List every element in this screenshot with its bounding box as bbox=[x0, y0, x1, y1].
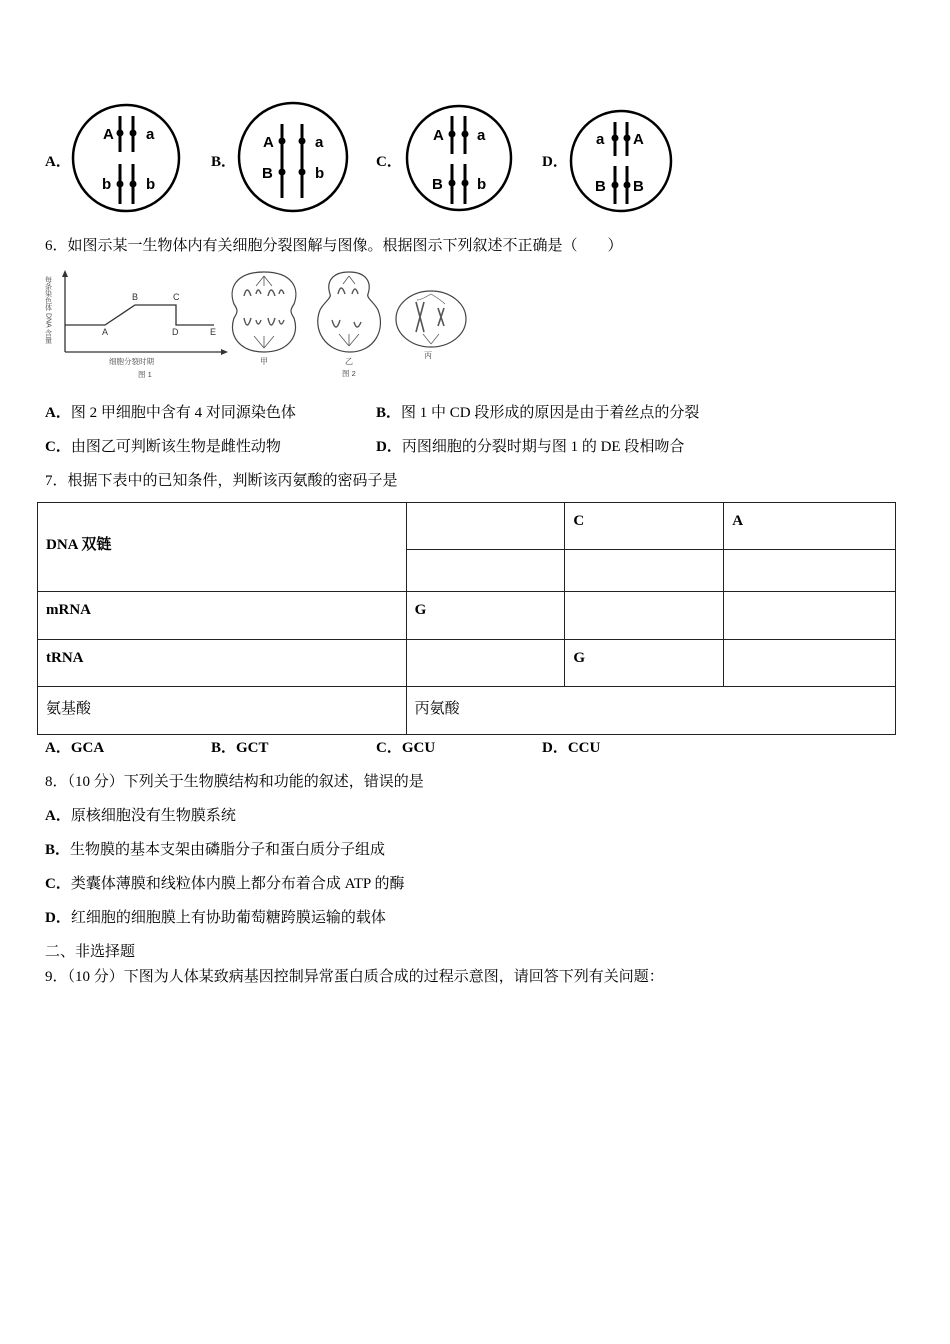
q6-option-d[interactable]: D．丙图细胞的分裂时期与图 1 的 DE 段相吻合 bbox=[376, 439, 685, 455]
q5-option-d-letter[interactable]: D． bbox=[542, 154, 568, 170]
q6-fig2-cell-jia-label: 甲 bbox=[260, 357, 268, 366]
q8-score: （10 分） bbox=[67, 774, 124, 790]
q5d-bottom-right: B bbox=[633, 178, 644, 195]
q5b-bottom-left: B bbox=[262, 165, 273, 182]
q6-figure1-graph bbox=[42, 268, 232, 380]
q5-option-a-diagram bbox=[70, 102, 182, 214]
trna-cell-2: G bbox=[565, 640, 724, 687]
q5c-top-left: A bbox=[433, 127, 444, 144]
q9-stem: 9．（10 分）下图为人体某致病基因控制异常蛋白质合成的过程示意图，请回答下列有关问题： bbox=[45, 969, 664, 985]
amino-acid-cell: 丙氨酸 bbox=[406, 687, 895, 735]
q5-option-b-letter[interactable]: B． bbox=[211, 154, 237, 170]
q5a-bottom-right: b bbox=[146, 176, 156, 193]
q8-option-d[interactable]: D．红细胞的细胞膜上有协助葡萄糖跨膜运输的载体 bbox=[45, 910, 386, 926]
q6-option-c[interactable]: C．由图乙可判断该生物是雌性动物 bbox=[45, 439, 281, 455]
q5b-bottom-right: b bbox=[315, 165, 325, 182]
dna-strand1-cell-3: A bbox=[724, 503, 896, 550]
q7-option-c[interactable]: C．GCU bbox=[376, 740, 436, 756]
q6-fig2-cell-bing-label: 丙 bbox=[424, 351, 432, 360]
svg-text:C: C bbox=[173, 292, 180, 302]
q5-option-c-letter[interactable]: C． bbox=[376, 154, 402, 170]
q6-fig1-xlabel: 细胞分裂时期 bbox=[109, 357, 154, 366]
q9-score: （10 分） bbox=[67, 969, 124, 985]
q5a-bottom-left: b bbox=[102, 176, 112, 193]
q6-fig2-cell-yi-label: 乙 bbox=[345, 357, 353, 366]
q7-option-d[interactable]: D．CCU bbox=[542, 740, 601, 756]
svg-text:B: B bbox=[132, 292, 139, 302]
mrna-cell-2 bbox=[565, 592, 724, 640]
q8-option-a[interactable]: A．原核细胞没有生物膜系统 bbox=[45, 808, 236, 824]
dna-strand2-cell-2 bbox=[565, 550, 724, 592]
q7-option-a[interactable]: A．GCA bbox=[45, 740, 105, 756]
q5d-top-left: a bbox=[596, 131, 605, 148]
section-heading: 二、非选择题 bbox=[45, 944, 136, 960]
q5a-top-right: a bbox=[146, 126, 155, 143]
q5-option-c-diagram bbox=[404, 102, 514, 214]
q5-option-a-letter[interactable]: A． bbox=[45, 154, 71, 170]
row-label-amino-acid: 氨基酸 bbox=[38, 687, 407, 735]
q5b-top-right: a bbox=[315, 134, 324, 151]
q5c-bottom-right: b bbox=[477, 176, 487, 193]
q6-option-a[interactable]: A．图 2 甲细胞中含有 4 对同源染色体 bbox=[45, 405, 296, 421]
row-label-mrna: mRNA bbox=[38, 592, 407, 640]
q5-option-b-diagram bbox=[237, 99, 349, 215]
q8-option-b[interactable]: B．生物膜的基本支架由磷脂分子和蛋白质分子组成 bbox=[45, 842, 386, 858]
row-label-dna: DNA 双链 bbox=[38, 503, 407, 592]
q6-stem-text: 如图示某一生物体内有关细胞分裂图解与图像。根据图示下列叙述不正确是（ ） bbox=[67, 238, 623, 254]
q7-option-b[interactable]: B．GCT bbox=[211, 740, 269, 756]
mrna-cell-1: G bbox=[406, 592, 565, 640]
dna-strand2-cell-1 bbox=[406, 550, 565, 592]
q5a-top-left: A bbox=[103, 126, 114, 143]
q6-fig1-caption: 图 1 bbox=[138, 370, 152, 379]
svg-text:E: E bbox=[210, 327, 217, 337]
q6-number: 6． bbox=[45, 238, 68, 254]
q5-option-d-diagram bbox=[569, 108, 673, 214]
svg-text:A: A bbox=[102, 327, 109, 337]
dna-strand1-cell-2: C bbox=[565, 503, 724, 550]
mrna-cell-3 bbox=[724, 592, 896, 640]
q8-option-c[interactable]: C．类囊体薄膜和线粒体内膜上都分布着合成 ATP 的酶 bbox=[45, 876, 405, 892]
q5d-top-right: A bbox=[633, 131, 644, 148]
q5c-bottom-left: B bbox=[432, 176, 443, 193]
q5c-top-right: a bbox=[477, 127, 486, 144]
q6-fig1-ylabel: 每条染色体 DNA 含量 bbox=[44, 276, 52, 344]
q6-option-b[interactable]: B．图 1 中 CD 段形成的原因是由于着丝点的分裂 bbox=[376, 405, 700, 421]
trna-cell-1 bbox=[406, 640, 565, 687]
row-label-trna: tRNA bbox=[38, 640, 407, 687]
codon-table bbox=[37, 502, 896, 735]
q6-stem bbox=[45, 237, 623, 255]
trna-cell-3 bbox=[724, 640, 896, 687]
q6-fig2-caption: 图 2 bbox=[342, 369, 356, 378]
q5b-top-left: A bbox=[263, 134, 274, 151]
dna-strand1-cell-1 bbox=[406, 503, 565, 550]
q7-stem: 7．根据下表中的已知条件，判断该丙氨酸的密码子是 bbox=[45, 473, 398, 489]
q8-stem: 8．（10 分）下列关于生物膜结构和功能的叙述，错误的是 bbox=[45, 774, 424, 790]
q5d-bottom-left: B bbox=[595, 178, 606, 195]
q6-figure2-cells bbox=[226, 266, 476, 380]
dna-strand2-cell-3 bbox=[724, 550, 896, 592]
svg-text:D: D bbox=[172, 327, 179, 337]
